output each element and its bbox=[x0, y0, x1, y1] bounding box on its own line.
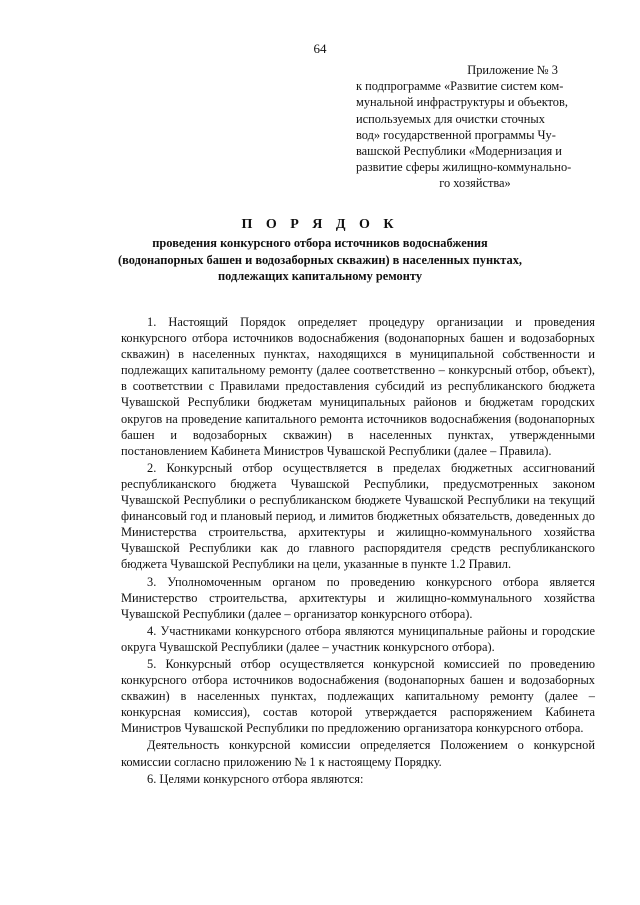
paragraph: 5. Конкурсный отбор осуществляется конкурсной комиссией по проведению конкурсного отбора источников водоснабжения (водонапорных башен и водозаборных скважин) в населенных пунктах, подлежащих капитальному ремонту (далее – конкурсная комиссия), состав которой утверждается распоряжением Кабинета Министров Чувашской Республики по предложению организатора конкурсного отбора. bbox=[121, 656, 595, 736]
subtitle-line: проведения конкурсного отбора источников водоснабжения bbox=[152, 236, 488, 250]
appendix-line: к подпрограмме «Развитие систем ком- bbox=[356, 79, 564, 94]
subtitle-line: подлежащих капитальному ремонту bbox=[217, 269, 423, 283]
appendix-block bbox=[356, 62, 594, 192]
appendix-line: мунальной инфраструктуры и объектов, bbox=[356, 95, 568, 110]
appendix-title: Приложение № 3 bbox=[467, 63, 558, 77]
document-body bbox=[121, 314, 595, 787]
paragraph: 2. Конкурсный отбор осуществляется в пределах бюджетных ассигнований республиканского бюджета Чувашской Республики, предусмотренных законом Чувашской Республики о республиканском бюджете Чувашской Республики на текущий финансовый год и плановый период, и лимитов бюджетных обязательств, доведенных до Министерства строительства, архитектуры и жилищно-коммунального хозяйства Чувашской Республики как до главного распорядителя средств республиканского бюджета Чувашской Республики на цели, указанные в пункте 1.2 Правил. bbox=[121, 460, 595, 572]
appendix-line: вашской Республики «Модернизация и bbox=[356, 144, 562, 159]
paragraph: 3. Уполномоченным органом по проведению конкурсного отбора является Министерство строительства, архитектуры и жилищно-коммунального хозяйства Чувашской Республики (далее – организатор конкурсного отбора). bbox=[121, 574, 595, 621]
paragraph: 4. Участниками конкурсного отбора являются муниципальные районы и городские округа Чувашской Республики (далее – участник конкурсного отбора). bbox=[121, 623, 595, 654]
appendix-line: используемых для очистки сточных bbox=[356, 111, 545, 126]
subtitle-line: (водонапорных башен и водозаборных скважин) в населенных пунктах, bbox=[118, 252, 522, 267]
appendix-line: вод» государственной программы Чу- bbox=[356, 127, 556, 142]
page-number: 64 bbox=[313, 41, 327, 56]
appendix-line: го хозяйства» bbox=[439, 176, 511, 191]
document-heading bbox=[100, 216, 540, 285]
appendix-line: развитие сферы жилищно-коммунально- bbox=[356, 160, 572, 175]
paragraph: 1. Настоящий Порядок определяет процедуру организации и проведения конкурсного отбора источников водоснабжения (водонапорных башен и водозаборных скважин) в населенных пунктах, находящихся в муниципальной собственности и подлежащих капитальному ремонту (далее соответственно – конкурсный отбор, объект), в соответствии с Правилами предоставления субсидий из республиканского бюджета Чувашской Республики бюджетам муниципальных районов и бюджетам городских округов на проведение капитального ремонта источников водоснабжения (водонапорных башен и водозаборных скважин) в населенных пунктах, утвержденными постановлением Кабинета Министров Чувашской Республики (далее – Правила). bbox=[121, 315, 595, 458]
paragraph: 6. Целями конкурсного отбора являются: bbox=[147, 771, 364, 786]
document-subtitle bbox=[100, 235, 540, 285]
document-title: П О Р Я Д О К bbox=[241, 217, 399, 232]
paragraph: Деятельность конкурсной комиссии определяется Положением о конкурсной комиссии согласно приложению № 1 к настоящему Порядку. bbox=[121, 738, 595, 769]
